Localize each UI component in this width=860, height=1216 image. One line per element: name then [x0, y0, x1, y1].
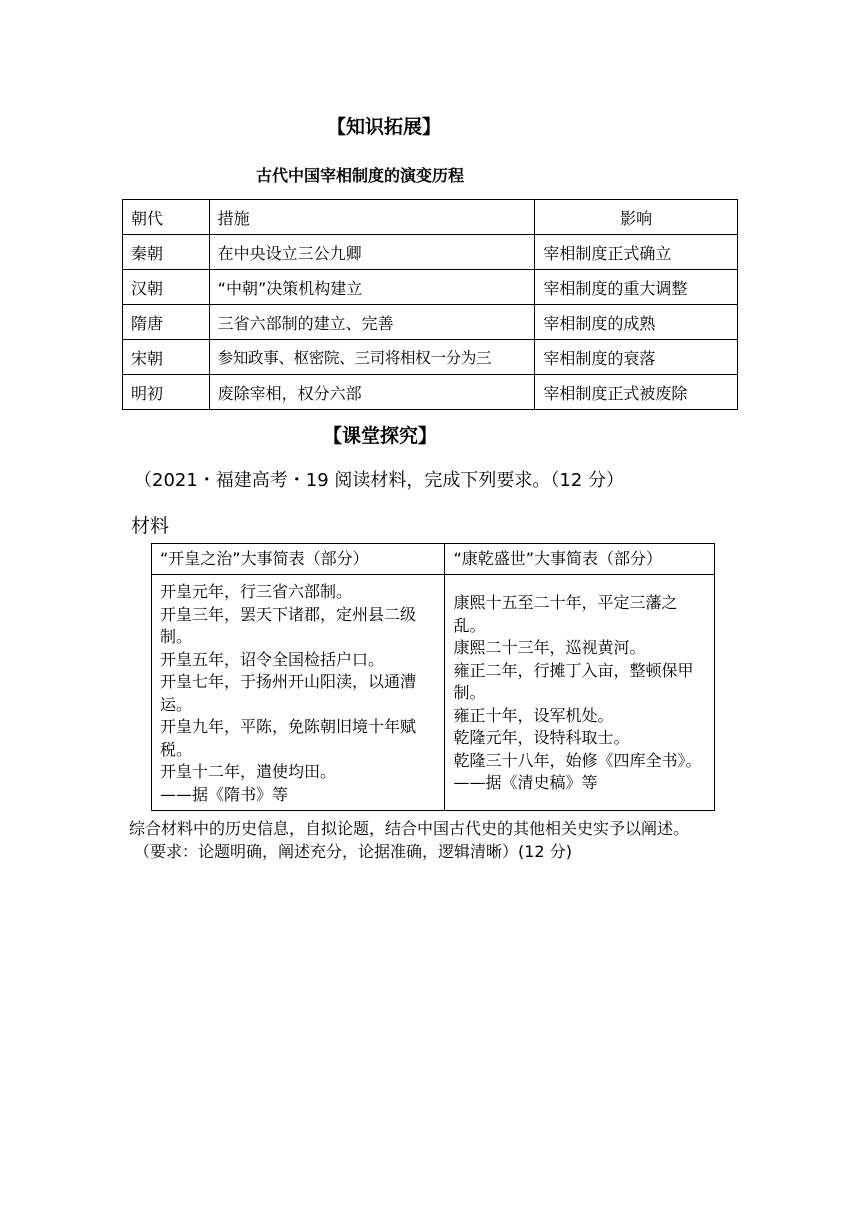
kangqian-cell [445, 575, 715, 811]
table-header-row [123, 200, 738, 235]
impact-cell: 宰相制度正式确立 [535, 235, 738, 270]
dynasty-cell: 隋唐 [123, 305, 210, 340]
table-row [123, 375, 738, 410]
list-item: 康熙十五至二十年，平定三藩之 [453, 593, 678, 612]
task-requirements: （要求：论题明确，阐述充分，论据准确，逻辑清晰）(12 分) [134, 842, 572, 861]
list-item: 开皇九年，平陈，免陈朝旧境十年赋 [160, 717, 417, 736]
list-item: 制。 [453, 683, 486, 702]
list-item: 运。 [160, 694, 193, 714]
impact-cell: 宰相制度的成熟 [535, 305, 738, 340]
question-intro: （2021・福建高考・19 阅读材料，完成下列要求。（12 分） [134, 470, 625, 491]
table-row [123, 305, 738, 340]
kangqian-header: “康乾盛世”大事简表（部分） [445, 544, 715, 575]
impact-cell: 宰相制度正式被废除 [535, 375, 738, 410]
list-item: 乾隆元年，设特科取士。 [453, 728, 630, 747]
list-item: 开皇十二年，遣使均田。 [160, 762, 337, 781]
list-item: 康熙二十三年，巡视黄河。 [453, 638, 646, 657]
list-item: 制。 [160, 627, 193, 646]
material-table [151, 543, 715, 811]
material-header-row [152, 544, 715, 575]
table-row [123, 235, 738, 270]
list-item: 雍正十年，设军机处。 [453, 705, 614, 725]
table-title: 古代中国宰相制度的演变历程 [256, 166, 465, 185]
dynasty-cell: 明初 [123, 375, 210, 410]
list-item: 开皇五年，诏令全国检括户口。 [160, 649, 385, 669]
material-body-row [152, 575, 715, 811]
table-row [123, 270, 738, 305]
dynasty-cell: 宋朝 [123, 340, 210, 375]
header-cell-dynasty: 朝代 [123, 200, 210, 235]
dynasty-cell: 秦朝 [123, 235, 210, 270]
list-item: 开皇元年，行三省六部制。 [160, 582, 353, 601]
list-item: 开皇三年，罢天下诸郡，定州县二级 [160, 604, 417, 624]
header-cell-impact: 影响 [535, 200, 738, 235]
kaihuang-header: “开皇之治”大事简表（部分） [152, 544, 445, 575]
header-cell-measure: 措施 [209, 200, 535, 235]
table-row [123, 340, 738, 375]
impact-cell: 宰相制度的衰落 [535, 340, 738, 375]
kaihuang-cell [152, 575, 445, 811]
source-citation: ——据《清史稿》等 [453, 773, 598, 792]
measure-cell: 三省六部制的建立、完善 [209, 305, 535, 340]
chancellor-system-table [122, 199, 738, 410]
impact-cell: 宰相制度的重大调整 [535, 270, 738, 305]
knowledge-heading: 【知识拓展】 [327, 116, 442, 138]
list-item: 税。 [160, 739, 193, 759]
measure-cell: 在中央设立三公九卿 [209, 235, 535, 270]
list-item: 乱。 [453, 615, 486, 635]
list-item: 开皇七年，于扬州开山阳渎，以通漕 [160, 672, 417, 691]
dynasty-cell: 汉朝 [123, 270, 210, 305]
measure-cell: 参知政事、枢密院、三司将相权一分为三 [209, 340, 535, 375]
list-item: 乾隆三十八年，始修《四库全书》。 [453, 750, 702, 770]
list-item: 雍正二年，行摊丁入亩，整顿保甲 [453, 660, 694, 680]
task-instruction: 综合材料中的历史信息，自拟论题，结合中国古代史的其他相关史实予以阐述。 [129, 819, 690, 838]
measure-cell: 废除宰相，权分六部 [209, 375, 535, 410]
material-label: 材料 [131, 515, 170, 537]
measure-cell: “中朝”决策机构建立 [209, 270, 535, 305]
classroom-heading: 【课堂探究】 [323, 425, 438, 447]
source-citation: ——据《隋书》等 [160, 784, 289, 804]
